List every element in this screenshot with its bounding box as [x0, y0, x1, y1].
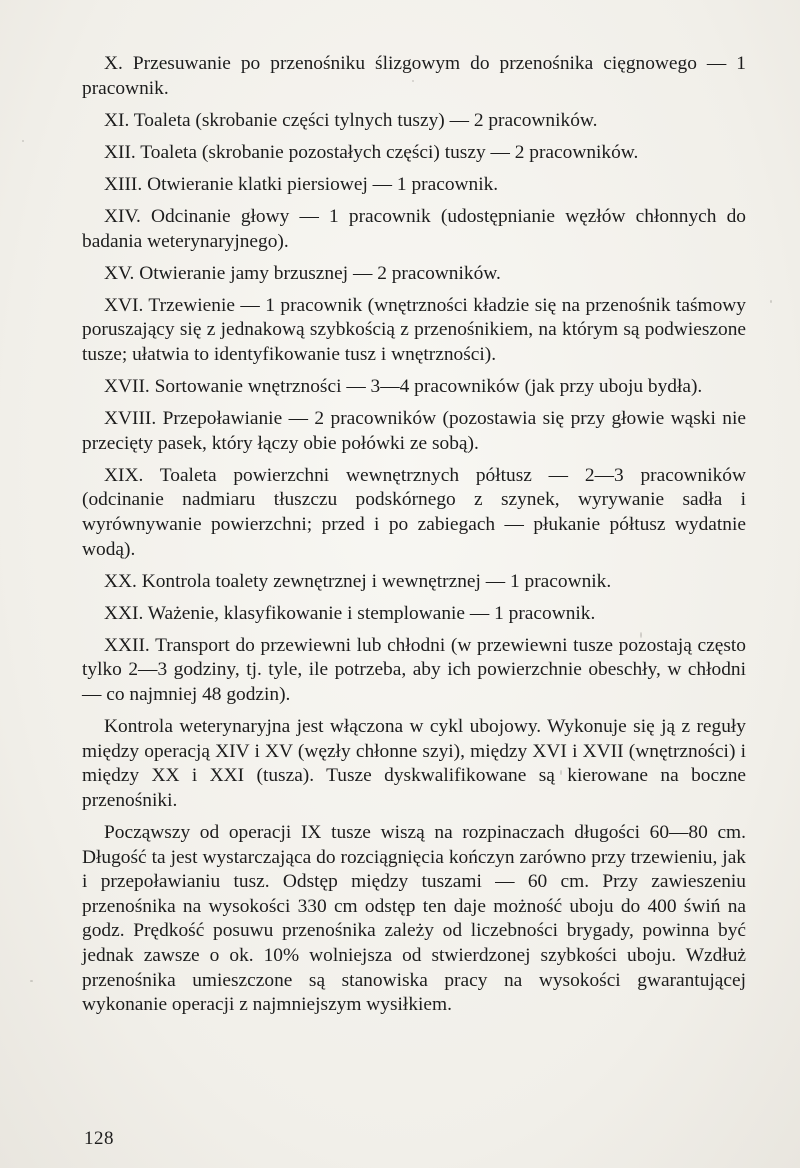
paragraph-op-12: XII. Toaleta (skrobanie pozostałych części) tuszy — 2 pracowników. [104, 141, 639, 163]
paragraph-op-18: XVIII. Przepoławianie — 2 pracowników (pozostawia się przy głowie wąski nie przecięty pasek, który łączy obie połówki ze sobą). [82, 408, 746, 454]
paragraph-op-14: XIV. Odcinanie głowy — 1 pracownik (udostępnianie węzłów chłonnych do badania weterynaryjnego). [82, 205, 746, 252]
paragraph-op-20: XX. Kontrola toalety zewnętrznej i wewnętrznej — 1 pracownik. [104, 570, 612, 592]
paragraph-op-19: XIX. Toaleta powierzchni wewnętrznych półtusz — 2—3 pracowników (odcinanie nadmiaru tłuszczu podskórnego z szynek, wyrywanie sadła i wyrównywanie powierzchni; przed i po zabiegach — płukanie półtusz wydatnie wodą). [82, 464, 746, 560]
paragraph-op-21: XXI. Ważenie, klasyfikowanie i stemplowanie — 1 pracownik. [104, 602, 596, 624]
paragraph-conveyor-spacing: Począwszy od operacji IX tusze wiszą na rozpinaczach długości 60—80 cm. Długość ta jest wystarczająca do rozciągnięcia kończyn zarówno przy trzewieniu, jak i przepoławianiu tusz. Odstęp między tuszami — 60 cm. Przy zawieszeniu przenośnika na wysokości 330 cm odstęp ten daje możność uboju do 400 świń na godz. Prędkość posuwu przenośnika zależy od liczebności brygady, powinna być jednak zawsze o ok. 10% wolniejsza od stwierdzonej szybkości uboju. Wzdłuż przenośnika umieszczone są stanowiska pracy na wysokości gwarantującej wykonanie operacji z najmniejszym wysiłkiem. [82, 822, 746, 1016]
paragraph-vet-control: Kontrola weterynaryjna jest włączona w cykl ubojowy. Wykonuje się ją z reguły między operacją XIV i XV (węzły chłonne szyi), między XVI i XVII (wnętrzności) i między XX i XXI (tusza). Tusze dyskwalifikowane są kierowane na boczne przenośniki. [82, 716, 746, 811]
paragraph-op-13: XIII. Otwieranie klatki piersiowej — 1 pracownik. [104, 173, 499, 195]
paragraph-op-11: XI. Toaleta (skrobanie części tylnych tuszy) — 2 pracowników. [104, 109, 598, 131]
paragraph-op-22: XXII. Transport do przewiewni lub chłodni (w przewiewni tusze pozostają często tylko 2—3 godziny, tj. tyle, ile potrzeba, aby ich powierzchnie obeschły, w chłodni — co najmniej 48 godzin). [82, 634, 746, 706]
page-number: 128 [84, 1128, 114, 1149]
paragraph-op-17: XVII. Sortowanie wnętrzności — 3—4 pracowników (jak przy uboju bydła). [104, 376, 703, 398]
paragraph-op-16: XVI. Trzewienie — 1 pracownik (wnętrzności kładzie się na przenośnik taśmowy poruszający się z jednakową szybkością z przenośnikiem, na którym są podwieszone tusze; ułatwia to identyfikowanie tusz i wnętrzności). [82, 294, 746, 365]
body-text [82, 52, 746, 1025]
paragraph-op-15: XV. Otwieranie jamy brzusznej — 2 pracowników. [104, 262, 501, 284]
paragraph-op-10: X. Przesuwanie po przenośniku ślizgowym do przenośnika cięgnowego — 1 pracownik. [82, 53, 746, 99]
